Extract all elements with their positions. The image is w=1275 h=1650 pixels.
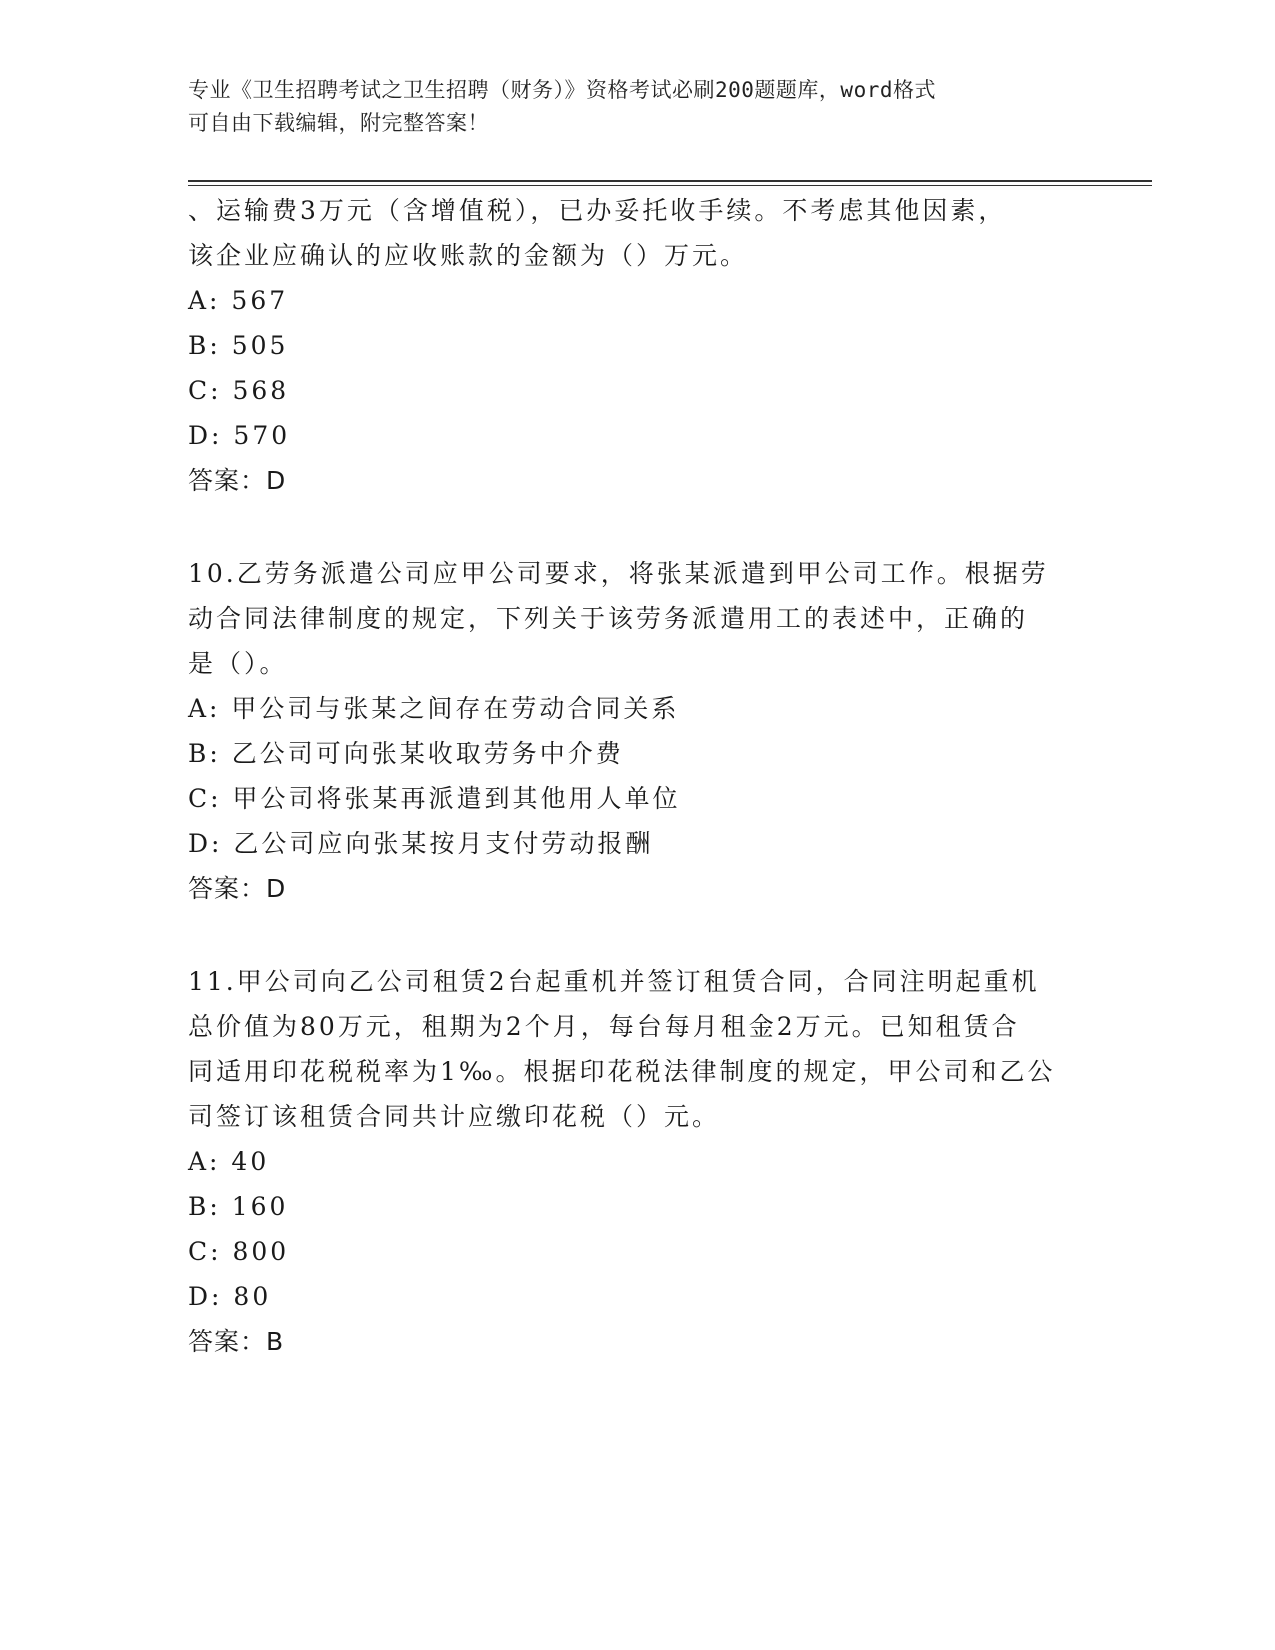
header-title-line-2: 可自由下载编辑，附完整答案！ [188,111,489,135]
question-11 [188,959,1088,1364]
question-content [188,188,1088,1364]
document-header [188,74,1068,140]
question-stem-line: 动合同法律制度的规定，下列关于该劳务派遣用工的表述中，正确的 [188,604,1029,633]
question-stem-line: 同适用印花税税率为1‰。根据印花税法律制度的规定，甲公司和乙公 [188,1057,1056,1086]
question-stem-line: 司签订该租赁合同共计应缴印花税（）元。 [188,1102,721,1131]
header-divider-thin [188,185,1152,186]
option-a: A: 40 [188,1147,270,1176]
question-stem-line: 是（）。 [188,649,288,678]
question-10 [188,551,1088,911]
option-c: C: 568 [188,376,290,405]
option-c: C: 800 [188,1237,290,1266]
option-d: D: 570 [188,421,291,450]
header-divider-thick [188,180,1152,182]
question-stem-line: 10.乙劳务派遣公司应甲公司要求，将张某派遣到甲公司工作。根据劳 [188,559,1049,588]
option-b: B: 160 [188,1192,289,1221]
option-c: C: 甲公司将张某再派遣到其他用人单位 [188,784,681,813]
option-b: B: 乙公司可向张某收取劳务中介费 [188,739,624,768]
question-stem-line: 总价值为80万元，租期为2个月，每台每月租金2万元。已知租赁合 [188,1012,1020,1041]
question-continued [188,188,1088,503]
option-b: B: 505 [188,331,289,360]
answer-line: 答案：D [188,466,287,495]
option-a: A: 甲公司与张某之间存在劳动合同关系 [188,694,680,723]
answer-line: 答案：D [188,874,287,903]
option-d: D: 乙公司应向张某按月支付劳动报酬 [188,829,654,858]
question-stem-line: 11.甲公司向乙公司租赁2台起重机并签订租赁合同，合同注明起重机 [188,967,1040,996]
option-d: D: 80 [188,1282,272,1311]
header-title-line-1: 专业《卫生招聘考试之卫生招聘（财务）》资格考试必刷200题题库，word格式 [188,78,936,102]
answer-line: 答案：B [188,1327,285,1356]
option-a: A: 567 [188,286,289,315]
question-stem-line: 、运输费3万元（含增值税），已办妥托收手续。不考虑其他因素， [188,196,1007,225]
question-stem-line: 该企业应确认的应收账款的金额为（）万元。 [188,241,749,270]
